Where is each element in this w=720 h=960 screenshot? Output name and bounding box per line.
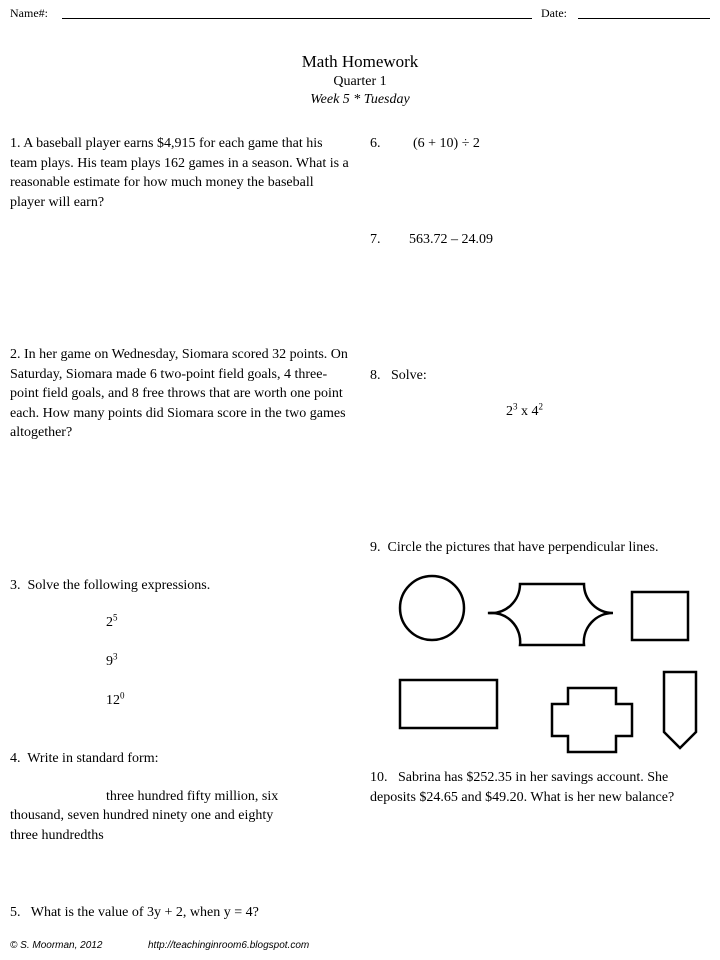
question-8-number: 8. [370,368,381,383]
date-label: Date: [541,6,567,20]
rectangle-shape[interactable] [400,680,497,728]
question-6-number: 6. [370,136,381,151]
question-8-expression: $2^3$ x $4^2$ [506,401,543,419]
question-4-number: 4. [10,751,21,766]
question-10 [370,768,715,807]
question-1-number: 1. [10,136,21,151]
question-3-text: Solve the following expressions. [27,578,211,593]
question-10-text: Sabrina has $252.35 in her savings account. She deposits $24.65 and $49.20. What is her new balance? [370,770,675,805]
question-3-number: 3. [10,578,21,593]
question-7-expression: 563.72 – 24.09 [409,232,493,247]
expression-2-pow-5: $2^5$ [106,612,118,630]
pentagon-arrow-shape[interactable] [664,672,696,748]
question-4-line-3: three hundredths [10,828,104,843]
question-2-text: In her game on Wednesday, Siomara scored 32 points. On Saturday, Siomara made 6 two-point field goals, 4 three-point field goals, and 8 free throws that are worth one point each. How many points did Siomara score in the two games altogether? [10,347,348,440]
question-4-line-1: three hundred fifty million, six [106,789,279,804]
question-5-text: What is the value of 3y + 2, when y = 4? [30,905,259,920]
name-label: Name#: [10,6,48,20]
scalloped-rectangle-shape[interactable] [488,584,613,645]
question-4-line-2: thousand, seven hundred ninety one and eighty [10,808,274,823]
circle-shape[interactable] [400,576,464,640]
page-title: Math Homework [301,52,419,71]
question-9-number: 9. [370,540,381,555]
question-10-number: 10. [370,770,388,785]
question-1-text: A baseball player earns $4,915 for each game that his team plays. His team plays 162 games in a season. What is a reasonable estimate for how much money the baseball player will earn? [10,136,349,210]
question-8-text: Solve: [391,368,427,383]
question-6-expression: (6 + 10) ÷ 2 [413,136,480,151]
question-9-text: Circle the pictures that have perpendicular lines. [387,540,659,555]
week-subtitle: Week 5 * Tuesday [310,92,410,107]
question-4-text: Write in standard form: [27,751,159,766]
square-shape[interactable] [632,592,688,640]
question-5-number: 5. [10,905,21,920]
copyright-footer: © S. Moorman, 2012 [10,940,103,951]
question-7-number: 7. [370,232,381,247]
expression-9-pow-3: $9^3$ [106,651,118,669]
blog-url-footer[interactable]: http://teachinginroom6.blogspot.com [148,940,310,951]
cross-shape[interactable] [552,688,632,752]
question-2-number: 2. [10,347,21,362]
quarter-subtitle: Quarter 1 [333,74,387,89]
expression-12-pow-0: $12^0$ [106,690,125,708]
